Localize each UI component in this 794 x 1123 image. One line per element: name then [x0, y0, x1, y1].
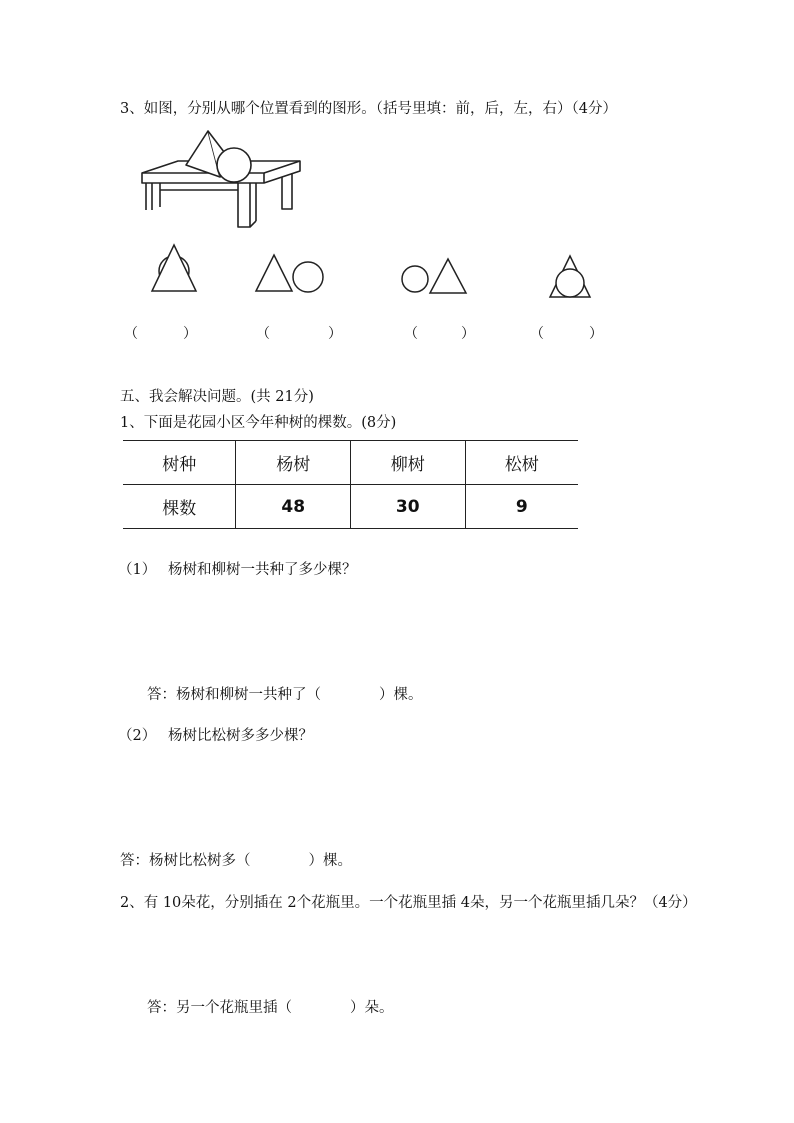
answer-paren-open-2: （	[256, 326, 270, 342]
sub2-text: 杨树比松树多多少棵？	[168, 728, 313, 744]
sub2-answer[interactable]: 答：杨树比松树多（ ）棵。	[120, 853, 352, 869]
answer-paren-close-3: ）	[461, 326, 475, 342]
sub1-number: （1）	[118, 562, 157, 578]
view-4-circle-front-triangle	[545, 252, 605, 312]
answer-paren-open-3: （	[404, 326, 418, 342]
q2-prompt: 2、有 10朵花，分别插在 2个花瓶里。一个花瓶里插 4朵，另一个花瓶里插几朵？（4分）	[120, 895, 697, 911]
answer-blank-1[interactable]	[140, 323, 185, 341]
table-cell: 9	[465, 485, 578, 529]
table-objects-illustration	[138, 125, 308, 235]
answer-paren-open-4: （	[530, 326, 544, 342]
sub2-number: （2）	[118, 728, 157, 744]
tree-count-table	[123, 440, 578, 529]
answer-paren-open-1: （	[124, 326, 138, 342]
answer-blank-2[interactable]	[272, 323, 328, 341]
table-header-cell: 杨树	[236, 441, 351, 485]
table-cell: 48	[236, 485, 351, 529]
sub1-text: 杨树和柳树一共种了多少棵？	[168, 562, 357, 578]
table-row	[123, 485, 578, 529]
table-cell: 30	[350, 485, 465, 529]
answer-paren-close-4: ）	[589, 326, 603, 342]
section-heading: 五、我会解决问题。(共 21分)	[120, 389, 314, 405]
sub1-answer[interactable]: 答：杨树和柳树一共种了（ ）棵。	[147, 687, 423, 703]
view-3-circle-triangle-right	[398, 252, 478, 312]
answer-blank-3[interactable]	[420, 323, 462, 341]
table-header-cell: 松树	[465, 441, 578, 485]
q3-prompt: 3、如图，分别从哪个位置看到的图形。（括号里填：前，后，左，右）（4分）	[120, 101, 617, 117]
q2-answer[interactable]: 答：另一个花瓶里插（ ）朵。	[147, 1000, 394, 1016]
table-header-cell: 柳树	[350, 441, 465, 485]
view-2-triangle-circle-right	[252, 250, 332, 310]
answer-paren-close-1: ）	[183, 326, 197, 342]
q1-prompt: 1、下面是花园小区今年种树的棵数。(8分)	[120, 415, 397, 431]
answer-paren-close-2: ）	[328, 326, 342, 342]
answer-blank-4[interactable]	[546, 323, 588, 341]
table-header-row	[123, 441, 578, 485]
table-header-cell: 树种	[123, 441, 236, 485]
table-cell: 棵数	[123, 485, 236, 529]
view-1-triangle-circle-behind	[148, 240, 208, 300]
